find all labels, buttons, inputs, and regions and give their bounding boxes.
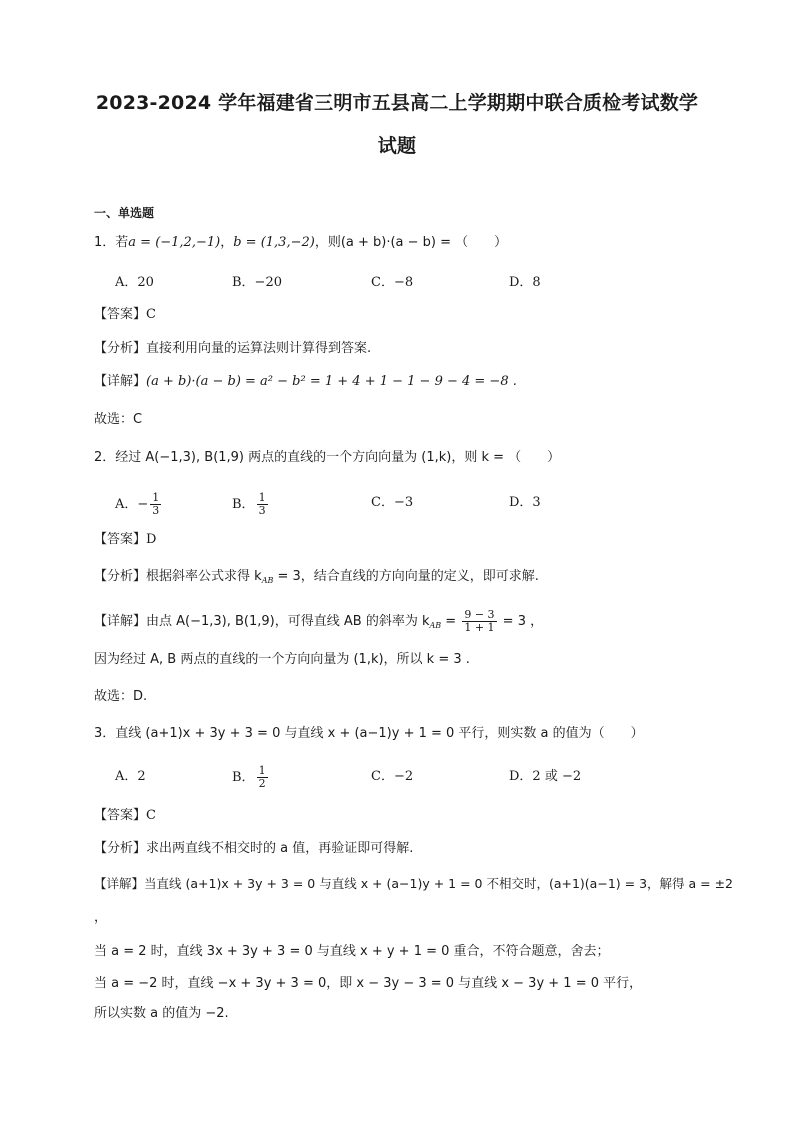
- fraction-denominator: 3: [152, 504, 160, 517]
- q2-choice: 故选：D.: [94, 689, 148, 704]
- answer-value: D: [146, 532, 157, 547]
- q3-option-b-fraction: [257, 765, 268, 790]
- fraction-denominator: 3: [258, 504, 266, 517]
- q2-answer: [94, 531, 156, 549]
- detail-subscript: AB: [429, 621, 442, 630]
- q3-detail-comma: ，: [94, 910, 108, 925]
- answer-label: 【答案】: [94, 808, 147, 823]
- q2-stem: 2．经过 A(−1,3), B(1,9) 两点的直线的一个方向向量为 (1,k)，则 k = （ ）: [94, 450, 561, 465]
- detail-text-b: = 3 ，: [498, 614, 544, 629]
- q1-sep: ，: [220, 235, 234, 250]
- analysis-text: 直接利用向量的运算法则计算得到答案.: [146, 341, 372, 356]
- analysis-label: 【分析】: [94, 569, 147, 584]
- answer-label: 【答案】: [94, 307, 147, 322]
- q1-detail: [94, 373, 517, 391]
- q1-prefix: 1．若: [94, 235, 129, 250]
- q2-option-b-fraction: [257, 492, 268, 517]
- detail-text-a: 由点 A(−1,3), B(1,9)，可得直线 AB 的斜率为 k: [146, 614, 430, 629]
- answer-value: C: [146, 307, 156, 322]
- detail-label: 【详解】: [94, 876, 145, 891]
- q3-stem: 3．直线 (a+1)x + 3y + 3 = 0 与直线 x + (a−1)y + 1 = 0 平行，则实数 a 的值为（ ）: [94, 726, 644, 741]
- doc-title-line2: 试题: [377, 135, 417, 157]
- q1-option-a: A．20: [115, 275, 154, 290]
- q1-vector-a: a = (−1,2,−1): [128, 235, 221, 250]
- q3-option-b-label: B．: [232, 770, 255, 785]
- detail-eq: =: [441, 614, 461, 629]
- q2-option-b: [232, 492, 270, 517]
- fraction-numerator: 1: [152, 491, 160, 504]
- section-heading: 一、单选题: [94, 206, 155, 220]
- q1-option-d: D．8: [509, 275, 541, 290]
- q3-answer: [94, 807, 156, 825]
- q1-ask: ，则(a + b)·(a − b) = （ ）: [314, 235, 508, 250]
- q3-option-c: C．−2: [371, 769, 414, 784]
- detail-label: 【详解】: [94, 614, 147, 629]
- q1-option-c: C．−8: [371, 275, 414, 290]
- detail-fraction: [462, 609, 496, 634]
- analysis-text: 求出两直线不相交时的 a 值，再验证即可得解.: [146, 841, 414, 856]
- q2-option-d: D．3: [509, 495, 541, 510]
- q3-detail: [94, 875, 733, 893]
- q2-option-b-label: B．: [232, 497, 255, 512]
- detail-text: (a + b)·(a − b) = a² − b² = 1 + 4 + 1 − 1 − 9 − 4 = −8 .: [146, 374, 517, 389]
- fraction-numerator: 1: [258, 764, 266, 777]
- q1-choice: 故选：C: [94, 412, 143, 427]
- q1-vector-b: b = (1,3,−2): [233, 235, 315, 250]
- q3-option-b: [232, 765, 270, 790]
- q3-case-a-equals-minus-2: 当 a = −2 时，直线 −x + 3y + 3 = 0，即 x − 3y − 3 = 0 与直线 x − 3y + 1 = 0 平行，: [94, 976, 643, 991]
- q1-answer: [94, 306, 156, 324]
- q2-analysis: [94, 568, 539, 590]
- analysis-text-b: = 3，结合直线的方向向量的定义，即可求解.: [273, 569, 539, 584]
- doc-title-line1: 2023-2024 学年福建省三明市五县高二上学期期中联合质检考试数学: [95, 92, 699, 114]
- q3-analysis: [94, 840, 413, 858]
- q2-detail: [94, 609, 543, 635]
- q3-conclusion: 所以实数 a 的值为 −2.: [94, 1006, 229, 1021]
- analysis-label: 【分析】: [94, 341, 147, 356]
- detail-text: 当直线 (a+1)x + 3y + 3 = 0 与直线 x + (a−1)y + 1 = 0 不相交时，(a+1)(a−1) = 3，解得 a = ±2: [144, 876, 733, 891]
- analysis-text-a: 根据斜率公式求得 k: [146, 569, 262, 584]
- fraction-denominator: 1 + 1: [464, 621, 495, 634]
- fraction-numerator: 9 − 3: [464, 608, 495, 621]
- q3-case-a-equals-2: 当 a = 2 时，直线 3x + 3y + 3 = 0 与直线 x + y + 1 = 0 重合，不符合题意，舍去；: [94, 944, 610, 959]
- q1-option-b: B．−20: [232, 275, 282, 290]
- q2-option-a: [115, 492, 163, 517]
- q1-analysis: [94, 340, 371, 358]
- analysis-subscript: AB: [261, 576, 274, 585]
- q3-option-a: A．2: [115, 769, 146, 784]
- q2-option-a-fraction: [150, 492, 161, 517]
- q2-detail-2: 因为经过 A, B 两点的直线的一个方向向量为 (1,k)，所以 k = 3 .: [94, 652, 470, 667]
- fraction-numerator: 1: [258, 491, 266, 504]
- q2-option-a-label: A．−: [115, 497, 149, 512]
- analysis-label: 【分析】: [94, 841, 147, 856]
- answer-value: C: [146, 808, 156, 823]
- detail-label: 【详解】: [94, 374, 147, 389]
- q3-option-d: D．2 或 −2: [509, 769, 582, 784]
- fraction-denominator: 2: [258, 777, 266, 790]
- q2-option-c: C．−3: [371, 495, 414, 510]
- q1-stem: [94, 234, 507, 252]
- answer-label: 【答案】: [94, 532, 147, 547]
